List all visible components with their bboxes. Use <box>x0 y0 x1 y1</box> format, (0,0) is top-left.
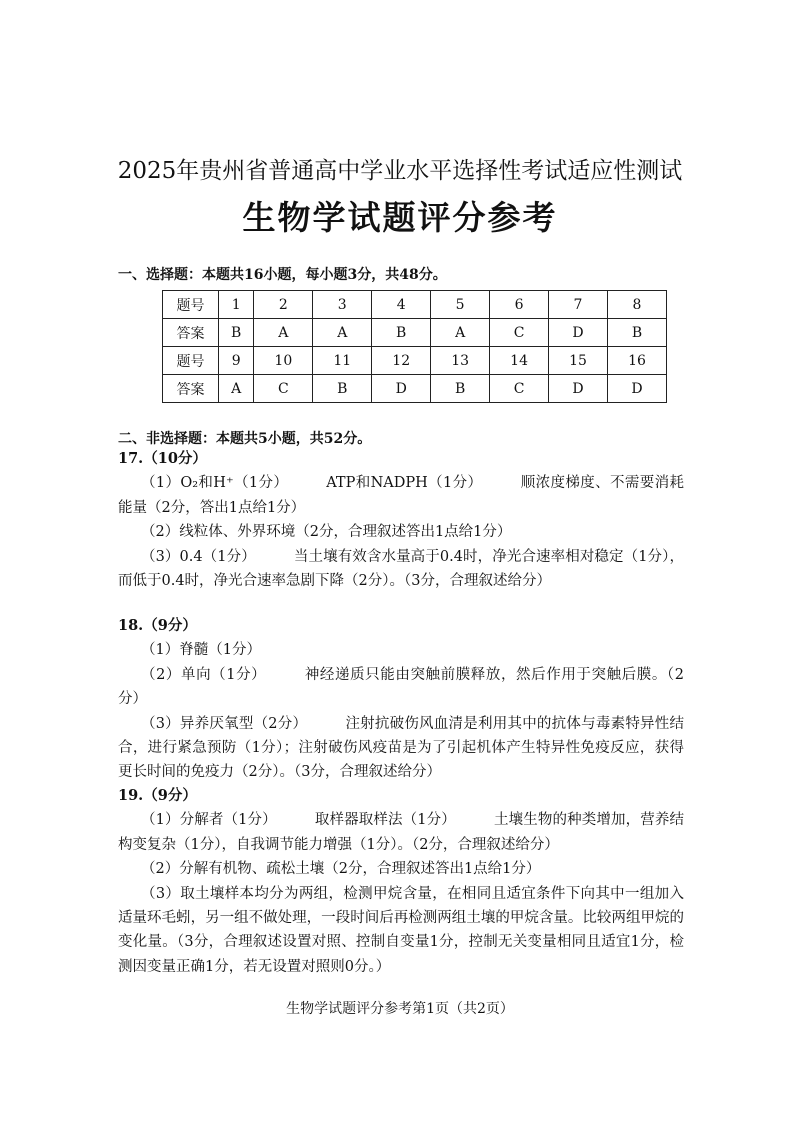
table-cell: A <box>254 319 313 347</box>
question-19 <box>118 784 684 979</box>
table-cell: A <box>219 375 254 403</box>
table-cell: 10 <box>254 347 313 375</box>
table-cell: 1 <box>219 291 254 319</box>
row-header-cell: 题号 <box>163 291 219 319</box>
q17-part1 <box>118 471 684 520</box>
row-header-cell: 题号 <box>163 347 219 375</box>
table-cell: 3 <box>313 291 372 319</box>
page-footer: 生物学试题评分参考第1页（共2页） <box>286 1001 514 1017</box>
q17-heading: 17.（10分） <box>118 450 207 467</box>
q18-heading: 18.（9分） <box>118 617 197 634</box>
table-cell: D <box>549 319 608 347</box>
table-cell: 15 <box>549 347 608 375</box>
table-cell: 5 <box>431 291 490 319</box>
table-cell: 16 <box>607 347 666 375</box>
q17-p1c: 顺浓度梯度、不需要消耗能量（2分，答出1点给1分） <box>118 475 685 516</box>
question-18 <box>118 614 684 785</box>
q19-heading: 19.（9分） <box>118 787 197 804</box>
document-title: 生物学试题评分参考 <box>242 198 558 237</box>
q17-p3a: （3）0.4（1分） <box>141 548 256 565</box>
q17-part2: （2）线粒体、外界环境（2分，合理叙述答出1点给1分） <box>141 524 512 541</box>
row-header-cell: 答案 <box>163 375 219 403</box>
table-cell: D <box>549 375 608 403</box>
table-row <box>163 291 667 319</box>
table-cell: C <box>490 375 549 403</box>
table-cell: A <box>431 319 490 347</box>
table-cell: 7 <box>549 291 608 319</box>
table-cell: A <box>313 319 372 347</box>
answer-table <box>162 290 667 403</box>
q19-p1c: 土壤生物的种类增加，营养结构变复杂（1分），自我调节能力增强（1分）。（2分，合理叙述给分） <box>118 812 684 853</box>
table-row <box>163 375 667 403</box>
table-cell: C <box>254 375 313 403</box>
q17-part3 <box>118 545 684 594</box>
exam-title: 2025年贵州省普通高中学业水平选择性考试适应性测试 <box>117 158 683 184</box>
q18-p2a: （2）单向（1分） <box>141 666 267 683</box>
table-cell: D <box>372 375 431 403</box>
q18-part2 <box>118 663 684 712</box>
section1-heading: 一、选择题：本题共16小题，每小题3分，共48分。 <box>118 267 447 283</box>
q19-part3: （3）取土壤样本均分为两组，检测甲烷含量，在相同且适宜条件下向其中一组加入适量环毛蚓，另一组不做处理，一段时间后再检测两组土壤的甲烷含量。比较两组甲烷的变化量。（3分，合理叙述设置对照、控制自变量1分，控制无关变量相同且适宜1分，检测因变量正确1分，若无设置对照则0分。） <box>118 885 684 975</box>
q18-p2b: 神经递质只能由突触前膜释放，然后作用于突触后膜。（2分） <box>118 666 684 708</box>
table-cell: 8 <box>607 291 666 319</box>
table-cell: 2 <box>254 291 313 319</box>
q19-part2: （2）分解有机物、疏松土壤（2分，合理叙述答出1点给1分） <box>141 861 541 878</box>
table-cell: B <box>372 319 431 347</box>
table-cell: 11 <box>313 347 372 375</box>
q18-part1: （1）脊髓（1分） <box>141 642 261 659</box>
q17-p1b: ATP和NADPH（1分） <box>326 475 483 492</box>
question-17 <box>118 447 684 593</box>
row-header-cell: 答案 <box>163 319 219 347</box>
table-cell: B <box>219 319 254 347</box>
table-cell: 14 <box>490 347 549 375</box>
table-cell: 9 <box>219 347 254 375</box>
table-cell: C <box>490 319 549 347</box>
table-cell: 6 <box>490 291 549 319</box>
table-cell: B <box>607 319 666 347</box>
table-cell: 12 <box>372 347 431 375</box>
table-row <box>163 319 667 347</box>
table-row <box>163 347 667 375</box>
table-cell: 13 <box>431 347 490 375</box>
q17-p1a: （1）O₂和H⁺（1分） <box>141 475 289 492</box>
table-cell: B <box>313 375 372 403</box>
q18-p3b: 注射抗破伤风血清是利用其中的抗体与毒素特异性结合，进行紧急预防（1分）；注射破伤风疫苗是为了引起机体产生特异性免疫反应，获得更长时间的免疫力（2分）。（3分，合理叙述给分） <box>118 715 685 781</box>
q19-p1b: 取样器取样法（1分） <box>314 812 456 829</box>
section2-heading: 二、非选择题：本题共5小题，共52分。 <box>118 431 372 447</box>
q18-part3 <box>118 712 684 785</box>
table-cell: 4 <box>372 291 431 319</box>
q19-p1a: （1）分解者（1分） <box>141 812 277 829</box>
q17-p3b: 当土壤有效含水量高于0.4时，净光合速率相对稳定（1分），而低于0.4时，净光合速率急剧下降（2分）。（3分，合理叙述给分） <box>118 548 684 590</box>
table-cell: D <box>607 375 666 403</box>
q19-part1 <box>118 808 684 857</box>
q18-p3a: （3）异养厌氧型（2分） <box>141 715 308 732</box>
table-cell: B <box>431 375 490 403</box>
